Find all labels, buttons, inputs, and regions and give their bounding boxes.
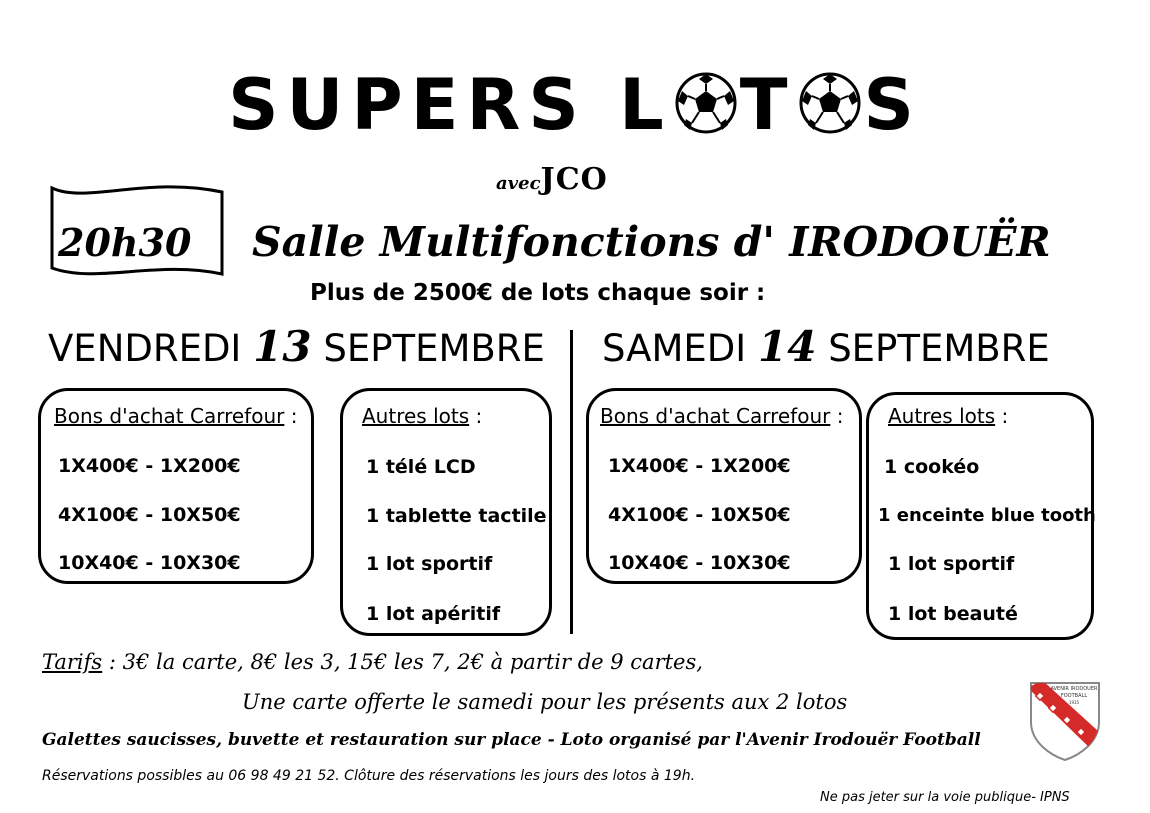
title-part1: SUPERS L [228, 64, 672, 146]
voucher-line: 4X100€ - 10X50€ [58, 504, 241, 526]
voucher-line: 10X40€ - 10X30€ [58, 552, 241, 574]
logo-line1: AVENIR IRODOUER [1050, 686, 1098, 692]
event-time: 20h30 [58, 220, 192, 265]
other-lot-line: 1 lot sportif [366, 553, 493, 575]
day-month: SEPTEMBRE [323, 327, 545, 370]
other-lots-title: Autres lots : [888, 404, 1009, 428]
title-part3: S [863, 64, 922, 146]
other-lot-line: 1 lot beauté [888, 603, 1018, 625]
day-name: VENDREDI [48, 327, 242, 370]
day-name: SAMEDI [602, 327, 747, 370]
pricing-line [42, 650, 703, 674]
day-heading-saturday [602, 322, 1050, 371]
logo-line2: FOOTBALL [1060, 693, 1088, 699]
club-logo-shield-icon [1028, 680, 1102, 762]
voucher-line: 1X400€ - 1X200€ [608, 455, 791, 477]
day-number: 14 [757, 322, 817, 371]
reservations-line: Réservations possibles au 06 98 49 21 52. Clôture des réservations les jours des lotos à 19h. [42, 768, 696, 784]
voucher-line: 10X40€ - 10X30€ [608, 552, 791, 574]
venue-name: Salle Multifonctions d' IRODOUËR [252, 218, 1051, 266]
vouchers-title: Bons d'achat Carrefour : [54, 404, 298, 428]
other-lot-line: 1 lot apéritif [366, 603, 501, 625]
soccer-ball-icon [798, 71, 862, 135]
other-lot-line: 1 télé LCD [366, 456, 476, 478]
tarifs-label: Tarifs [42, 650, 103, 674]
avec-text: avec [496, 173, 541, 194]
vouchers-title: Bons d'achat Carrefour : [600, 404, 844, 428]
food-line: Galettes saucisses, buvette et restauration sur place - Loto organisé par l'Avenir Irodouër Football [42, 730, 981, 750]
day-number: 13 [253, 322, 312, 371]
other-lot-line: 1 tablette tactile [366, 505, 547, 527]
tarifs-text: : 3€ la carte, 8€ les 3, 15€ les 7, 2€ à partir de 9 cartes, [102, 650, 703, 674]
title-part2: T [739, 64, 796, 146]
soccer-ball-icon [674, 71, 738, 135]
other-lot-line: 1 enceinte blue tooth [878, 505, 1096, 526]
jco-text: JCO [540, 162, 608, 197]
logo-line3: 1935 [1068, 700, 1080, 705]
other-lot-line: 1 cookéo [884, 456, 980, 478]
offer-line: Une carte offerte le samedi pour les présents aux 2 lotos [242, 690, 848, 714]
day-heading-friday [48, 322, 545, 371]
voucher-line: 1X400€ - 1X200€ [58, 455, 241, 477]
ipns-notice: Ne pas jeter sur la voie publique- IPNS [820, 790, 1070, 805]
organizer-line [496, 162, 608, 197]
voucher-line: 4X100€ - 10X50€ [608, 504, 791, 526]
column-divider [570, 330, 573, 634]
other-lot-line: 1 lot sportif [888, 553, 1015, 575]
day-month: SEPTEMBRE [828, 327, 1050, 370]
other-lots-title: Autres lots : [362, 404, 483, 428]
prizes-intro: Plus de 2500€ de lots chaque soir : [310, 280, 766, 306]
poster-title [0, 60, 1150, 150]
